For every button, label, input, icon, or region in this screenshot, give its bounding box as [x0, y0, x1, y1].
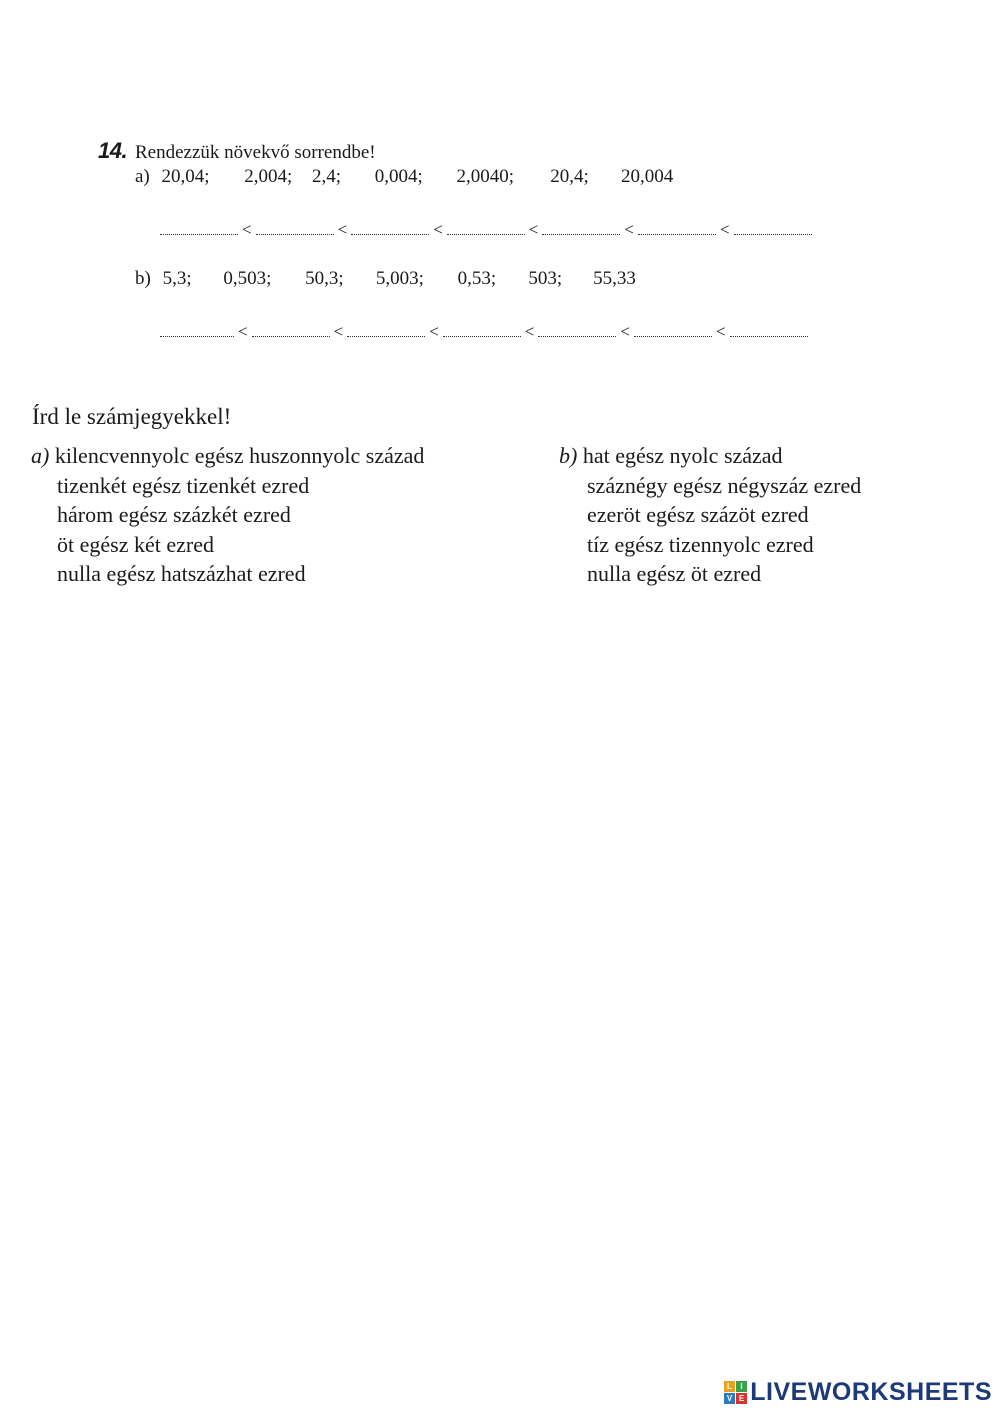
logo-mark-icon [724, 1381, 747, 1404]
part-a-answer-row [160, 220, 816, 240]
number-item: 20,04; [161, 166, 210, 187]
column-b-label: b) [559, 443, 578, 468]
answer-blank[interactable] [160, 326, 234, 337]
answer-blank[interactable] [447, 224, 525, 235]
logo-letter: V [724, 1393, 735, 1404]
less-than-sign: < [238, 322, 248, 341]
part-a-numbers [135, 166, 673, 188]
less-than-sign: < [433, 220, 443, 239]
number-words-item: tizenkét egész tizenkét ezred [57, 472, 310, 498]
column-b [559, 441, 861, 589]
answer-blank[interactable] [252, 326, 330, 337]
answer-blank[interactable] [734, 224, 812, 235]
number-item: 20,004 [621, 166, 674, 187]
less-than-sign: < [624, 220, 634, 239]
answer-blank[interactable] [351, 224, 429, 235]
number-words-item: nulla egész hatszázhat ezred [57, 561, 306, 586]
answer-blank[interactable] [256, 224, 334, 235]
less-than-sign: < [620, 322, 630, 341]
exercise-number: 14. [98, 138, 128, 163]
less-than-sign: < [524, 322, 535, 341]
number-item: 5,003; [375, 268, 424, 289]
write-digits-title: Írd le számjegyekkel! [32, 404, 232, 429]
number-words-item: tíz egész tizennyolc ezred [587, 531, 814, 557]
brand-name: LIVEWORKSHEETS [750, 1378, 992, 1406]
number-item: 2,0040; [456, 166, 515, 187]
number-item: 2,004; [244, 166, 293, 187]
number-item: 5,3; [162, 268, 192, 289]
less-than-sign: < [715, 322, 726, 341]
answer-blank[interactable] [542, 224, 620, 235]
number-item: 0,53; [457, 268, 497, 289]
logo-letter: I [736, 1381, 747, 1392]
number-words-item: ezeröt egész százöt ezred [587, 502, 809, 527]
part-a-label: a) [135, 166, 150, 187]
column-a-label: a) [31, 443, 50, 468]
number-words-item: kilencvennyolc egész huszonnyolc század [54, 443, 425, 468]
number-words-item: öt egész két ezred [57, 531, 214, 557]
part-b-answer-row [160, 322, 812, 342]
number-item: 503; [528, 268, 563, 289]
answer-blank[interactable] [730, 326, 808, 337]
answer-blank[interactable] [634, 326, 712, 337]
less-than-sign: < [337, 220, 348, 239]
number-item: 0,503; [223, 268, 272, 289]
answer-blank[interactable] [538, 326, 616, 337]
less-than-sign: < [528, 220, 539, 239]
answer-blank[interactable] [160, 224, 238, 235]
answer-blank[interactable] [443, 326, 521, 337]
liveworksheets-logo [724, 1378, 992, 1407]
less-than-sign: < [719, 220, 730, 239]
part-b-numbers [135, 268, 636, 290]
exercise-instruction: Rendezzük növekvő sorrendbe! [135, 142, 376, 163]
number-words-item: hat egész nyolc század [582, 443, 783, 468]
number-words-item: nulla egész öt ezred [587, 561, 762, 586]
less-than-sign: < [429, 322, 439, 341]
number-item: 20,4; [550, 166, 589, 187]
part-b-label: b) [135, 268, 151, 289]
logo-letter: E [736, 1393, 747, 1404]
number-item: 55,33 [593, 268, 636, 289]
answer-blank[interactable] [347, 326, 425, 337]
number-words-item: három egész százkét ezred [57, 502, 291, 527]
answer-blank[interactable] [638, 224, 716, 235]
less-than-sign: < [333, 322, 344, 341]
number-item: 50,3; [305, 268, 344, 289]
column-a [31, 441, 424, 589]
less-than-sign: < [242, 220, 252, 239]
number-words-item: száznégy egész négyszáz ezred [587, 472, 862, 498]
number-item: 0,004; [374, 166, 423, 187]
number-item: 2,4; [312, 166, 342, 187]
logo-letter: L [724, 1381, 735, 1392]
